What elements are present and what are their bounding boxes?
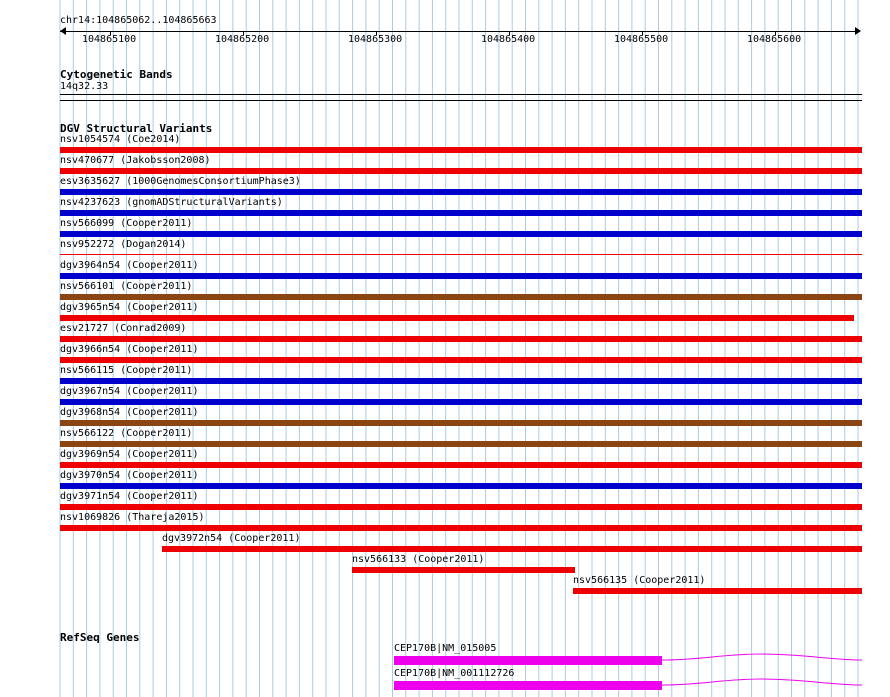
variant-bar[interactable]	[60, 294, 862, 300]
variant-label: nsv566099 (Cooper2011)	[60, 218, 193, 229]
variant-bar[interactable]	[60, 315, 854, 321]
gene-exon-bar[interactable]	[394, 656, 662, 665]
variant-label: nsv1069826 (Thareja2015)	[60, 512, 205, 523]
gene-intron-line	[662, 650, 862, 666]
variant-label: esv3635627 (1000GenomesConsortiumPhase3)	[60, 176, 301, 187]
variant-bar[interactable]	[60, 483, 862, 489]
variant-bar[interactable]	[60, 147, 862, 153]
variant-bar[interactable]	[60, 254, 862, 255]
variant-bar[interactable]	[60, 462, 862, 468]
variant-bar[interactable]	[573, 588, 862, 594]
variant-label: nsv4237623 (gnomADStructuralVariants)	[60, 197, 283, 208]
variant-label: dgv3965n54 (Cooper2011)	[60, 302, 199, 313]
ruler-left-arrow-icon	[60, 27, 66, 35]
ruler-right-arrow-icon	[855, 27, 861, 35]
variant-bar[interactable]	[60, 336, 862, 342]
variant-label: nsv566135 (Cooper2011)	[573, 575, 706, 586]
variant-label: nsv1054574 (Coe2014)	[60, 134, 181, 145]
cytoband-bar-top	[60, 94, 862, 95]
variant-label: dgv3971n54 (Cooper2011)	[60, 491, 199, 502]
variant-label: dgv3968n54 (Cooper2011)	[60, 407, 199, 418]
gene-intron-line	[662, 675, 862, 691]
variant-bar[interactable]	[60, 525, 862, 531]
ruler-tick-label: 104865400	[481, 34, 536, 45]
refseq-track-title: RefSeq Genes	[60, 631, 140, 644]
variant-bar[interactable]	[60, 357, 862, 363]
ruler-tick-label: 104865500	[614, 34, 669, 45]
variant-bar[interactable]	[60, 189, 862, 195]
ruler-tick-label: 104865200	[215, 34, 270, 45]
cytoband-label: 14q32.33	[60, 81, 109, 92]
variant-bar[interactable]	[60, 504, 862, 510]
variant-label: esv21727 (Conrad2009)	[60, 323, 187, 334]
cytogenetic-bands-title: Cytogenetic Bands	[60, 68, 173, 81]
gene-label: CEP170B|NM_001112726	[394, 668, 515, 679]
variant-bar[interactable]	[60, 210, 862, 216]
variant-label: nsv566133 (Cooper2011)	[352, 554, 485, 565]
dgv-track-title: DGV Structural Variants	[60, 122, 213, 135]
variant-label: dgv3966n54 (Cooper2011)	[60, 344, 199, 355]
ruler-tick-label: 104865300	[348, 34, 403, 45]
variant-bar[interactable]	[60, 441, 862, 447]
variant-bar[interactable]	[60, 399, 862, 405]
variant-label: dgv3969n54 (Cooper2011)	[60, 449, 199, 460]
variant-label: nsv952272 (Dogan2014)	[60, 239, 187, 250]
variant-bar[interactable]	[162, 546, 862, 552]
variant-label: dgv3967n54 (Cooper2011)	[60, 386, 199, 397]
variant-label: dgv3964n54 (Cooper2011)	[60, 260, 199, 271]
variant-bar[interactable]	[60, 231, 862, 237]
ruler-tick-label: 104865100	[82, 34, 137, 45]
variant-label: nsv566122 (Cooper2011)	[60, 428, 193, 439]
variant-bar[interactable]	[60, 273, 862, 279]
gene-label: CEP170B|NM_015005	[394, 643, 497, 654]
ruler-line	[60, 31, 860, 32]
variant-label: nsv470677 (Jakobsson2008)	[60, 155, 211, 166]
ruler-tick-label: 104865600	[747, 34, 802, 45]
cytoband-bar-bottom	[60, 100, 862, 101]
variant-bar[interactable]	[60, 378, 862, 384]
variant-label: nsv566101 (Cooper2011)	[60, 281, 193, 292]
region-label: chr14:104865062..104865663	[60, 15, 217, 26]
variant-label: dgv3972n54 (Cooper2011)	[162, 533, 301, 544]
variant-label: nsv566115 (Cooper2011)	[60, 365, 193, 376]
variant-bar[interactable]	[60, 420, 862, 426]
variant-bar[interactable]	[60, 168, 862, 174]
variant-label: dgv3970n54 (Cooper2011)	[60, 470, 199, 481]
gene-exon-bar[interactable]	[394, 681, 662, 690]
variant-bar[interactable]	[352, 567, 575, 573]
